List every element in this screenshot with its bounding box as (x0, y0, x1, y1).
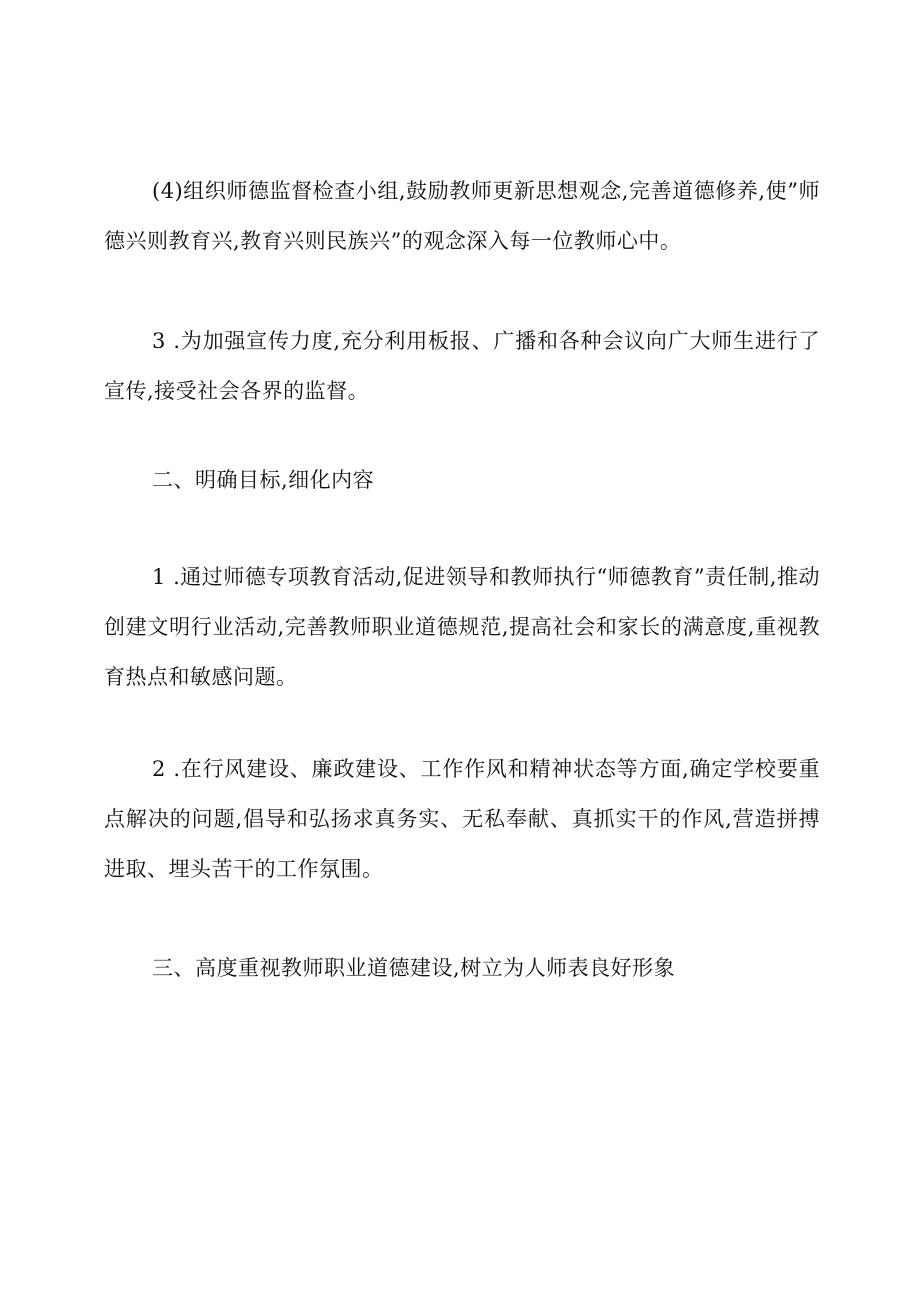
section-heading-professional-ethics: 三、高度重视教师职业道德建设,树立为人师表良好形象 (152, 956, 676, 980)
section-heading-goals: 二、明确目标,细化内容 (152, 468, 375, 492)
paragraph-work-style: 2 .在行风建设、廉政建设、工作作风和精神状态等方面,确定学校要重点解决的问题,倡导和弘扬求真务实、无私奉献、真抓实干的作风,营造拼搏进取、埋头苦干的工作氛围。 (104, 757, 820, 881)
paragraph-supervision-group: (4)组织师德监督检查小组,鼓励教师更新思想观念,完善道德修养,使”师德兴则教育兴,教育兴则民族兴”的观念深入每一位教师心中。 (104, 179, 820, 253)
paragraph-ethics-activities: 1 .通过师德专项教育活动,促进领导和教师执行“师德教育”责任制,推动创建文明行业活动,完善教师职业道德规范,提高社会和家长的满意度,重视教育热点和敏感问题。 (104, 565, 820, 689)
paragraph-publicity: 3 .为加强宣传力度,充分利用板报、广播和各种会议向广大师生进行了宣传,接受社会各界的监督。 (104, 329, 820, 403)
